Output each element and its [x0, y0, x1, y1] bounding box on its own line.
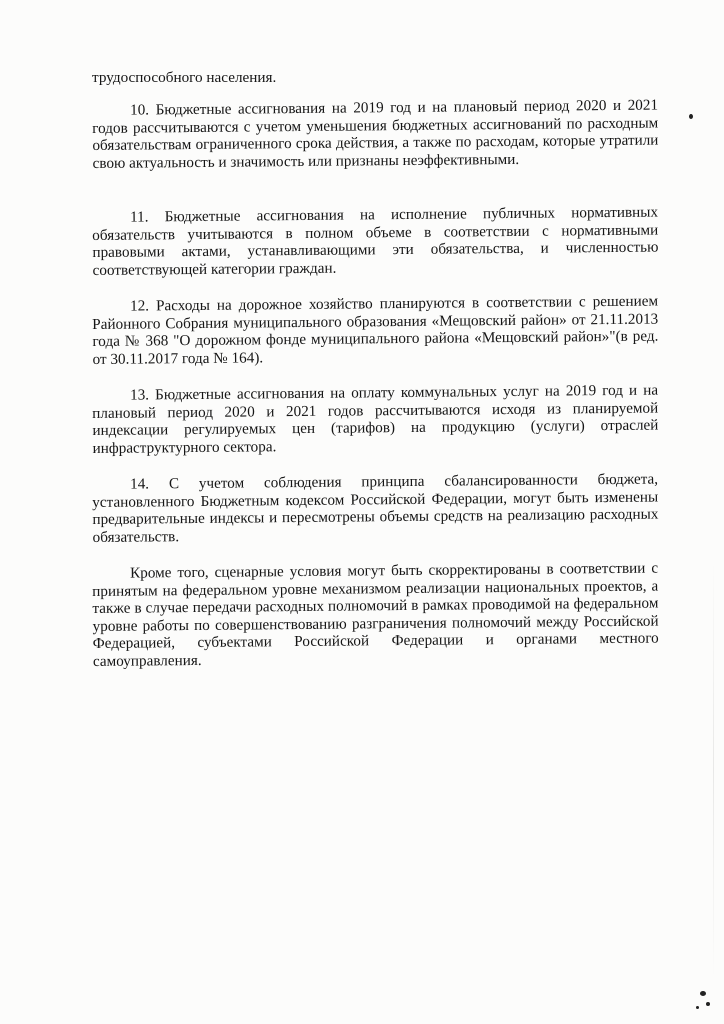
- paragraph-11: 11. Бюджетные ассигнования на исполнение публичных нормативных обязательств учитываются в полном объеме в соответствии с нормативными правовыми актами, устанавливающими эти обязательства, и численностью соответствующей категории граждан.: [92, 203, 659, 279]
- scan-speck: [689, 114, 693, 119]
- paragraph-continuation: трудоспособного населения.: [92, 69, 277, 86]
- paragraph-12: 12. Расходы на дорожное хозяйство планируются в соответствии с решением Районного Собрания муниципального образования «Мещовский район» от 21.11.2013 года № 368 "О дорожном фонде муниципального района «Мещовский район»"(в ред. от 30.11.2017 года № 164).: [92, 292, 659, 368]
- paragraph-conclusion: Кроме того, сценарные условия могут быть скорректированы в соответствии с принятым на федеральном уровне механизмом реализации национальных проектов, а также в случае передачи расходных полномочий в рамках проводимой на федеральном уровне работы по совершенствованию разграничения полномочий между Российской Федерацией, субъектами Российской Федерации и органами местного самоуправления.: [92, 559, 659, 670]
- paragraph-13: 13. Бюджетные ассигнования на оплату коммунальных услуг на 2019 год и на плановый период 2020 и 2021 годов рассчитываются исходя из планируемой индексации регулируемых цен (тарифов) на продукцию (услуги) отраслей инфраструктурного сектора.: [92, 381, 659, 457]
- scan-speck: [700, 991, 706, 996]
- paragraph-10: 10. Бюджетные ассигнования на 2019 год и на плановый период 2020 и 2021 годов рассчитываются с учетом уменьшения бюджетных ассигнований по расходным обязательствам ограниченного срока действия, а также по расходам, которые утратили свою актуальность и значимость или признаны неэффективными.: [92, 96, 659, 172]
- scan-speck: [706, 1002, 710, 1006]
- paragraph-14: 14. С учетом соблюдения принципа сбалансированности бюджета, установленного Бюджетным кодексом Российской Федерации, могут быть изменены предварительные индексы и пересмотрены объемы средств на реализацию расходных обязательств.: [92, 470, 659, 546]
- scan-speck: [696, 1006, 699, 1009]
- scan-edge-shadow: [713, 560, 714, 980]
